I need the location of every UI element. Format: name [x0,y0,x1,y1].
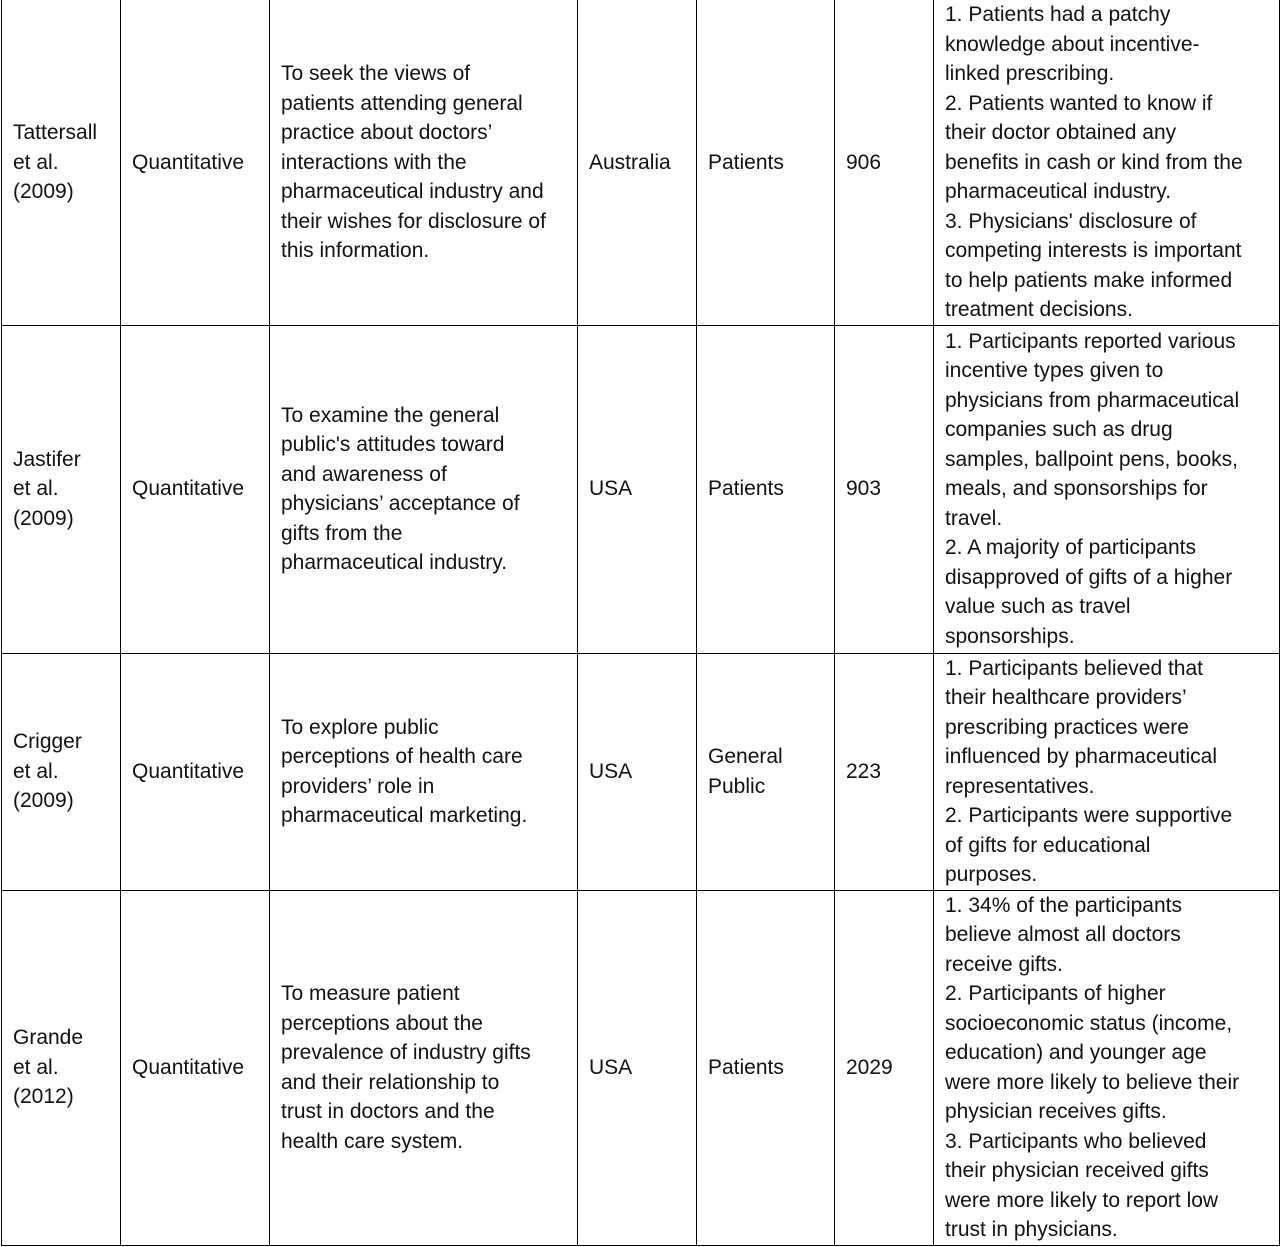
design-text: Quantitative [132,150,245,174]
country-text: USA [589,477,633,501]
study-text: Tattersall et al. (2009) [13,121,98,203]
study-cell [2,325,121,653]
sample-cell [835,0,934,325]
design-cell [121,0,270,325]
sample-text: 906 [846,150,882,174]
findings-text: 1. 34% of the participants believe almost all doctors receive gifts. 2. Participants of higher socioeconomic status (income, education) and younger age were more likely to believe their physician receives gifts. 3. Participants who believed their physician received gifts were more likely to report low trust in physicians. [945,893,1240,1241]
aim-text: To seek the views of patients attending general practice about doctors’ interactions with the pharmaceutical industry and their wishes for disclosure of this information. [281,62,546,262]
country-text: USA [589,759,633,783]
aim-cell [270,653,578,890]
design-text: Quantitative [132,477,245,501]
sample-text: 2029 [846,1055,893,1079]
aim-cell [270,325,578,653]
population-cell [697,653,835,890]
country-cell [578,653,697,890]
findings-cell [934,653,1280,890]
country-cell [578,890,697,1245]
population-cell [697,890,835,1245]
sample-text: 903 [846,477,882,501]
study-text: Grande et al. (2012) [13,1026,84,1109]
population-text: Patients [708,1055,784,1079]
design-cell [121,653,270,890]
findings-cell [934,0,1280,325]
design-cell [121,890,270,1245]
table-row [2,890,1280,1245]
country-text: Australia [589,150,671,174]
table-row [2,653,1280,890]
study-text: Jastifer et al. (2009) [13,447,81,530]
findings-cell [934,890,1280,1245]
population-cell [697,0,835,325]
sample-cell [835,890,934,1245]
country-cell [578,325,697,653]
study-cell [2,890,121,1245]
studies-table [1,0,1280,1246]
table-row [2,0,1280,325]
study-text: Crigger et al. (2009) [13,730,82,813]
design-text: Quantitative [132,1055,245,1079]
population-text: General Public [708,745,783,798]
findings-cell [934,325,1280,653]
sample-text: 223 [846,759,882,783]
country-text: USA [589,1055,633,1079]
aim-text: To measure patient perceptions about the prevalence of industry gifts and their relationship to trust in doctors and the health care system. [281,982,531,1153]
study-cell [2,0,121,325]
population-cell [697,325,835,653]
findings-text: 1. Participants believed that their healthcare providers’ prescribing practices were influenced by pharmaceutical representatives. 2. Participants were supportive of gifts for educational purposes. [945,656,1233,886]
aim-cell [270,0,578,325]
findings-text: 1. Patients had a patchy knowledge about incentive- linked prescribing. 2. Patients wanted to know if their doctor obtained any benefits in cash or kind from the pharmaceutical industry. 3. Physicians' disclosure of competing interests is important to help patients make informed treatment decisions. [945,3,1243,321]
findings-text: 1. Participants reported various incentive types given to physicians from pharmaceutical companies such as drug samples, ballpoint pens, books, meals, and sponsorships for travel. 2. A majority of participants disapproved of gifts of a higher value such as travel sponsorships. [945,329,1240,648]
aim-text: To examine the general public's attitudes toward and awareness of physicians’ acceptance of gifts from the pharmaceutical industry. [281,403,520,574]
country-cell [578,0,697,325]
population-text: Patients [708,477,784,501]
study-cell [2,653,121,890]
population-text: Patients [708,150,784,174]
aim-text: To explore public perceptions of health care providers’ role in pharmaceutical marketing. [281,715,528,827]
sample-cell [835,653,934,890]
aim-cell [270,890,578,1245]
design-cell [121,325,270,653]
sample-cell [835,325,934,653]
table-row [2,325,1280,653]
design-text: Quantitative [132,759,245,783]
